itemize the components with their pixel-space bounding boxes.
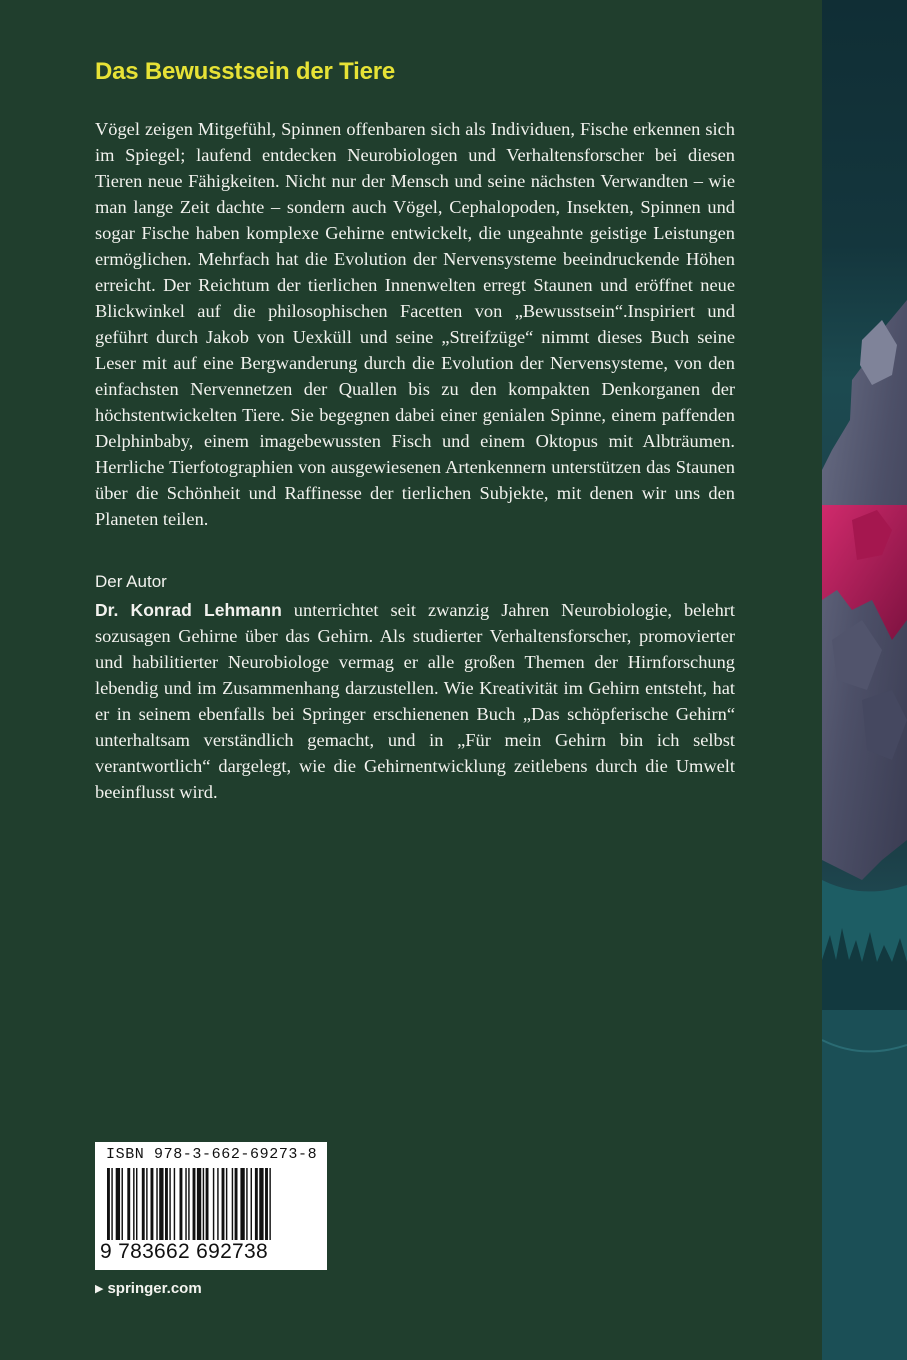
author-name: Dr. Konrad Lehmann bbox=[95, 600, 282, 620]
publisher-url: springer.com bbox=[107, 1280, 202, 1297]
barcode-bars bbox=[105, 1168, 317, 1244]
front-cover-edge bbox=[822, 0, 907, 1360]
cover-artwork bbox=[822, 0, 907, 1360]
book-description: Vögel zeigen Mitgefühl, Spinnen offenbaren sich als Individuen, Fische erkennen sich im Spiegel; laufend entdecken Neurobiologen und Verhaltensforscher bei diesen Tieren neue Fähigkeiten. Nicht nur der Mensch und seine nächsten Verwandten – wie man lange Zeit dachte – sondern auch Vögel, Cephalopoden, Insekten, Spinnen und sogar Fische haben komplexe Gehirne entwickelt, die ungeahnte geistige Leistungen ermöglichen. Mehrfach hat die Evolution der Nervensysteme beeindruckende Höhen erreicht. Der Reichtum der tierlichen Innenwelten erregt Staunen und eröffnet neue Blickwinkel auf die philosophischen Facetten von „Bewusstsein“.Inspiriert und geführt durch Jakob von Uexküll und seine „Streifzüge“ nimmt dieses Buch seine Leser mit auf eine Bergwanderung durch die Evolution der Nervensysteme, von den einfachsten Nervennetzen der Quallen bis zu den kompakten Denkorganen der höchstentwickelten Tiere. Sie begegnen dabei einer genialen Spinne, einem paffenden Delphinbaby, einem imagebewussten Fisch und einem Oktopus mit Albträumen. Herrliche Tierfotographien von ausgewiesenen Artenkennern unterstützen das Staunen über die Schönheit und Raffinesse der tierlichen Subjekte, mit denen wir uns den Planeten teilen. bbox=[95, 119, 735, 529]
publisher-link[interactable] bbox=[95, 1280, 202, 1297]
isbn-barcode bbox=[95, 1142, 327, 1270]
author-bio: unterrichtet seit zwanzig Jahren Neurobiologie, belehrt sozusagen Gehirne über das Gehirn. Als studierter Verhaltensforscher, promovierter und habilitierter Neurobiologe vermag er alle großen Themen der Hirnforschung lebendig und im Zusammenhang darzustellen. Wie Kreativität im Gehirn entsteht, hat er in seinem ebenfalls bei Springer erschienenen Buch „Das schöpferische Gehirn“ unterhaltsam verständlich gemacht, und in „Für mein Gehirn bin ich selbst verantwortlich“ dargelegt, wie die Gehirnentwicklung zeitlebens durch die Umwelt beeinflusst wird. bbox=[95, 600, 735, 802]
arrow-right-icon: ▶ bbox=[95, 1283, 104, 1295]
author-bio-paragraph bbox=[95, 597, 735, 805]
book-title: Das Bewusstsein der Tiere bbox=[95, 58, 396, 85]
author-heading: Der Autor bbox=[95, 572, 167, 591]
ean-digits: 9 783662 692738 bbox=[100, 1240, 268, 1263]
isbn-label: ISBN 978-3-662-69273-8 bbox=[106, 1146, 318, 1163]
